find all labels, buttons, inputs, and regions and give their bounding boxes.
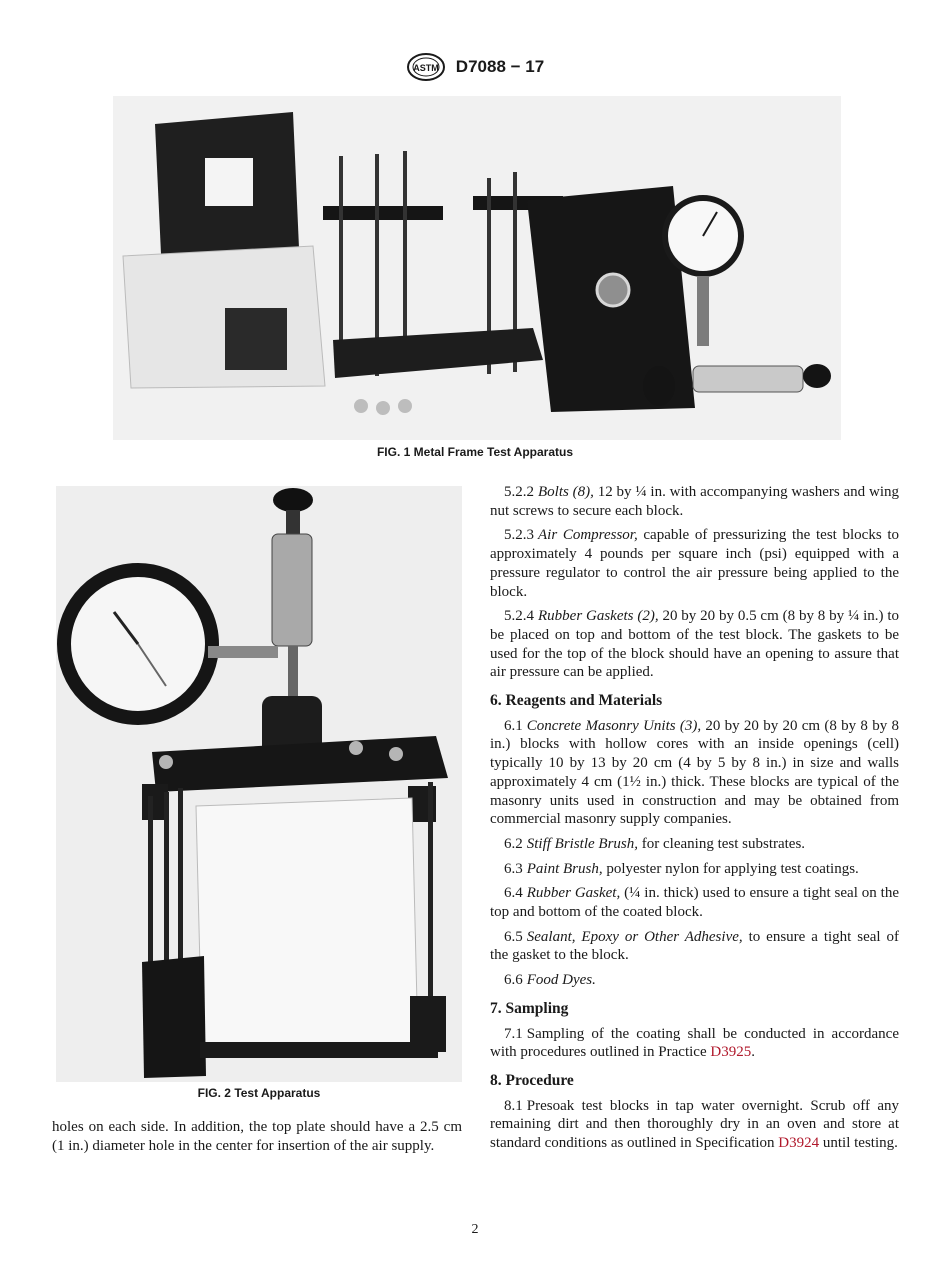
section-7-heading: 7. Sampling (490, 999, 569, 1017)
section-6-1: 6.1 Concrete Masonry Units (3), 20 by 20 by 20 cm (8 by 8 by 8 in.) blocks with hollow cores with an inside openings (cell) typically 10 by 13 by 20 cm (4 by 5 by 8 in.) in size and walls approximately 4 cm (1½ in.) thick. These blocks are typical of the masonry units used in construction and may be obtained from commercial masonry supply companies. (490, 717, 899, 828)
section-8-heading: 8. Procedure (490, 1071, 574, 1089)
page-number: 2 (471, 1222, 479, 1237)
section-5-2-2: 5.2.2 Bolts (8), 12 by ¼ in. with accompanying washers and wing nut screws to secure each block. (490, 484, 899, 519)
reference-link-d3924[interactable]: D3924 (778, 1135, 820, 1152)
fig1-photo (113, 96, 841, 440)
section-6-2: 6.2 Stiff Bristle Brush, for cleaning test substrates. (504, 835, 806, 852)
svg-text:ASTM: ASTM (413, 63, 439, 73)
section-6-4: 6.4 Rubber Gasket, (¼ in. thick) used to ensure a tight seal on the top and bottom of the coated block. (490, 885, 899, 921)
reference-link-d3925[interactable]: D3925 (710, 1044, 752, 1061)
section-6-3: 6.3 Paint Brush, polyester nylon for applying test coatings. (504, 860, 859, 877)
document-designation: D7088 − 17 (455, 57, 545, 76)
section-6-5: 6.5 Sealant, Epoxy or Other Adhesive, to ensure a tight seal of the gasket to the block. (490, 928, 899, 964)
right-column (490, 483, 899, 1153)
section-6-heading: 6. Reagents and Materials (490, 692, 663, 710)
fig2-caption: FIG. 2 Test Apparatus (197, 1086, 321, 1100)
section-8-1: 8.1 Presoak test blocks in tap water overnight. Scrub off any remaining dirt and then thoroughly dry in an oven and store at standard conditions as outlined in Specification D3924 until testing. (490, 1097, 899, 1152)
section-5-2-4: 5.2.4 Rubber Gaskets (2), 20 by 20 by 0.5 cm (8 by 8 by ¼ in.) to be placed on top and bottom of the test block. The gaskets to be used for the top of the block should have an opening to assure that air pressure can be applied. (490, 608, 900, 681)
page-header (0, 52, 950, 82)
fig2-photo (56, 486, 462, 1082)
astm-logo (406, 52, 446, 82)
section-6-6: 6.6 Food Dyes. (504, 972, 596, 989)
left-column-continuation: holes on each side. In addition, the top plate should have a 2.5 cm (1 in.) diameter hole in the center for insertion of the air supply. (52, 1119, 462, 1154)
section-7-1: 7.1 Sampling of the coating shall be conducted in accordance with procedures outlined in Practice D3925. (490, 1025, 899, 1061)
section-5-2-3: 5.2.3 Air Compressor, capable of pressurizing the test blocks to approximately 4 pounds per square inch (psi) equipped with a pressure regulator to control the air pressure being applied to the block. (490, 527, 899, 600)
fig1-caption: FIG. 1 Metal Frame Test Apparatus (376, 445, 574, 459)
